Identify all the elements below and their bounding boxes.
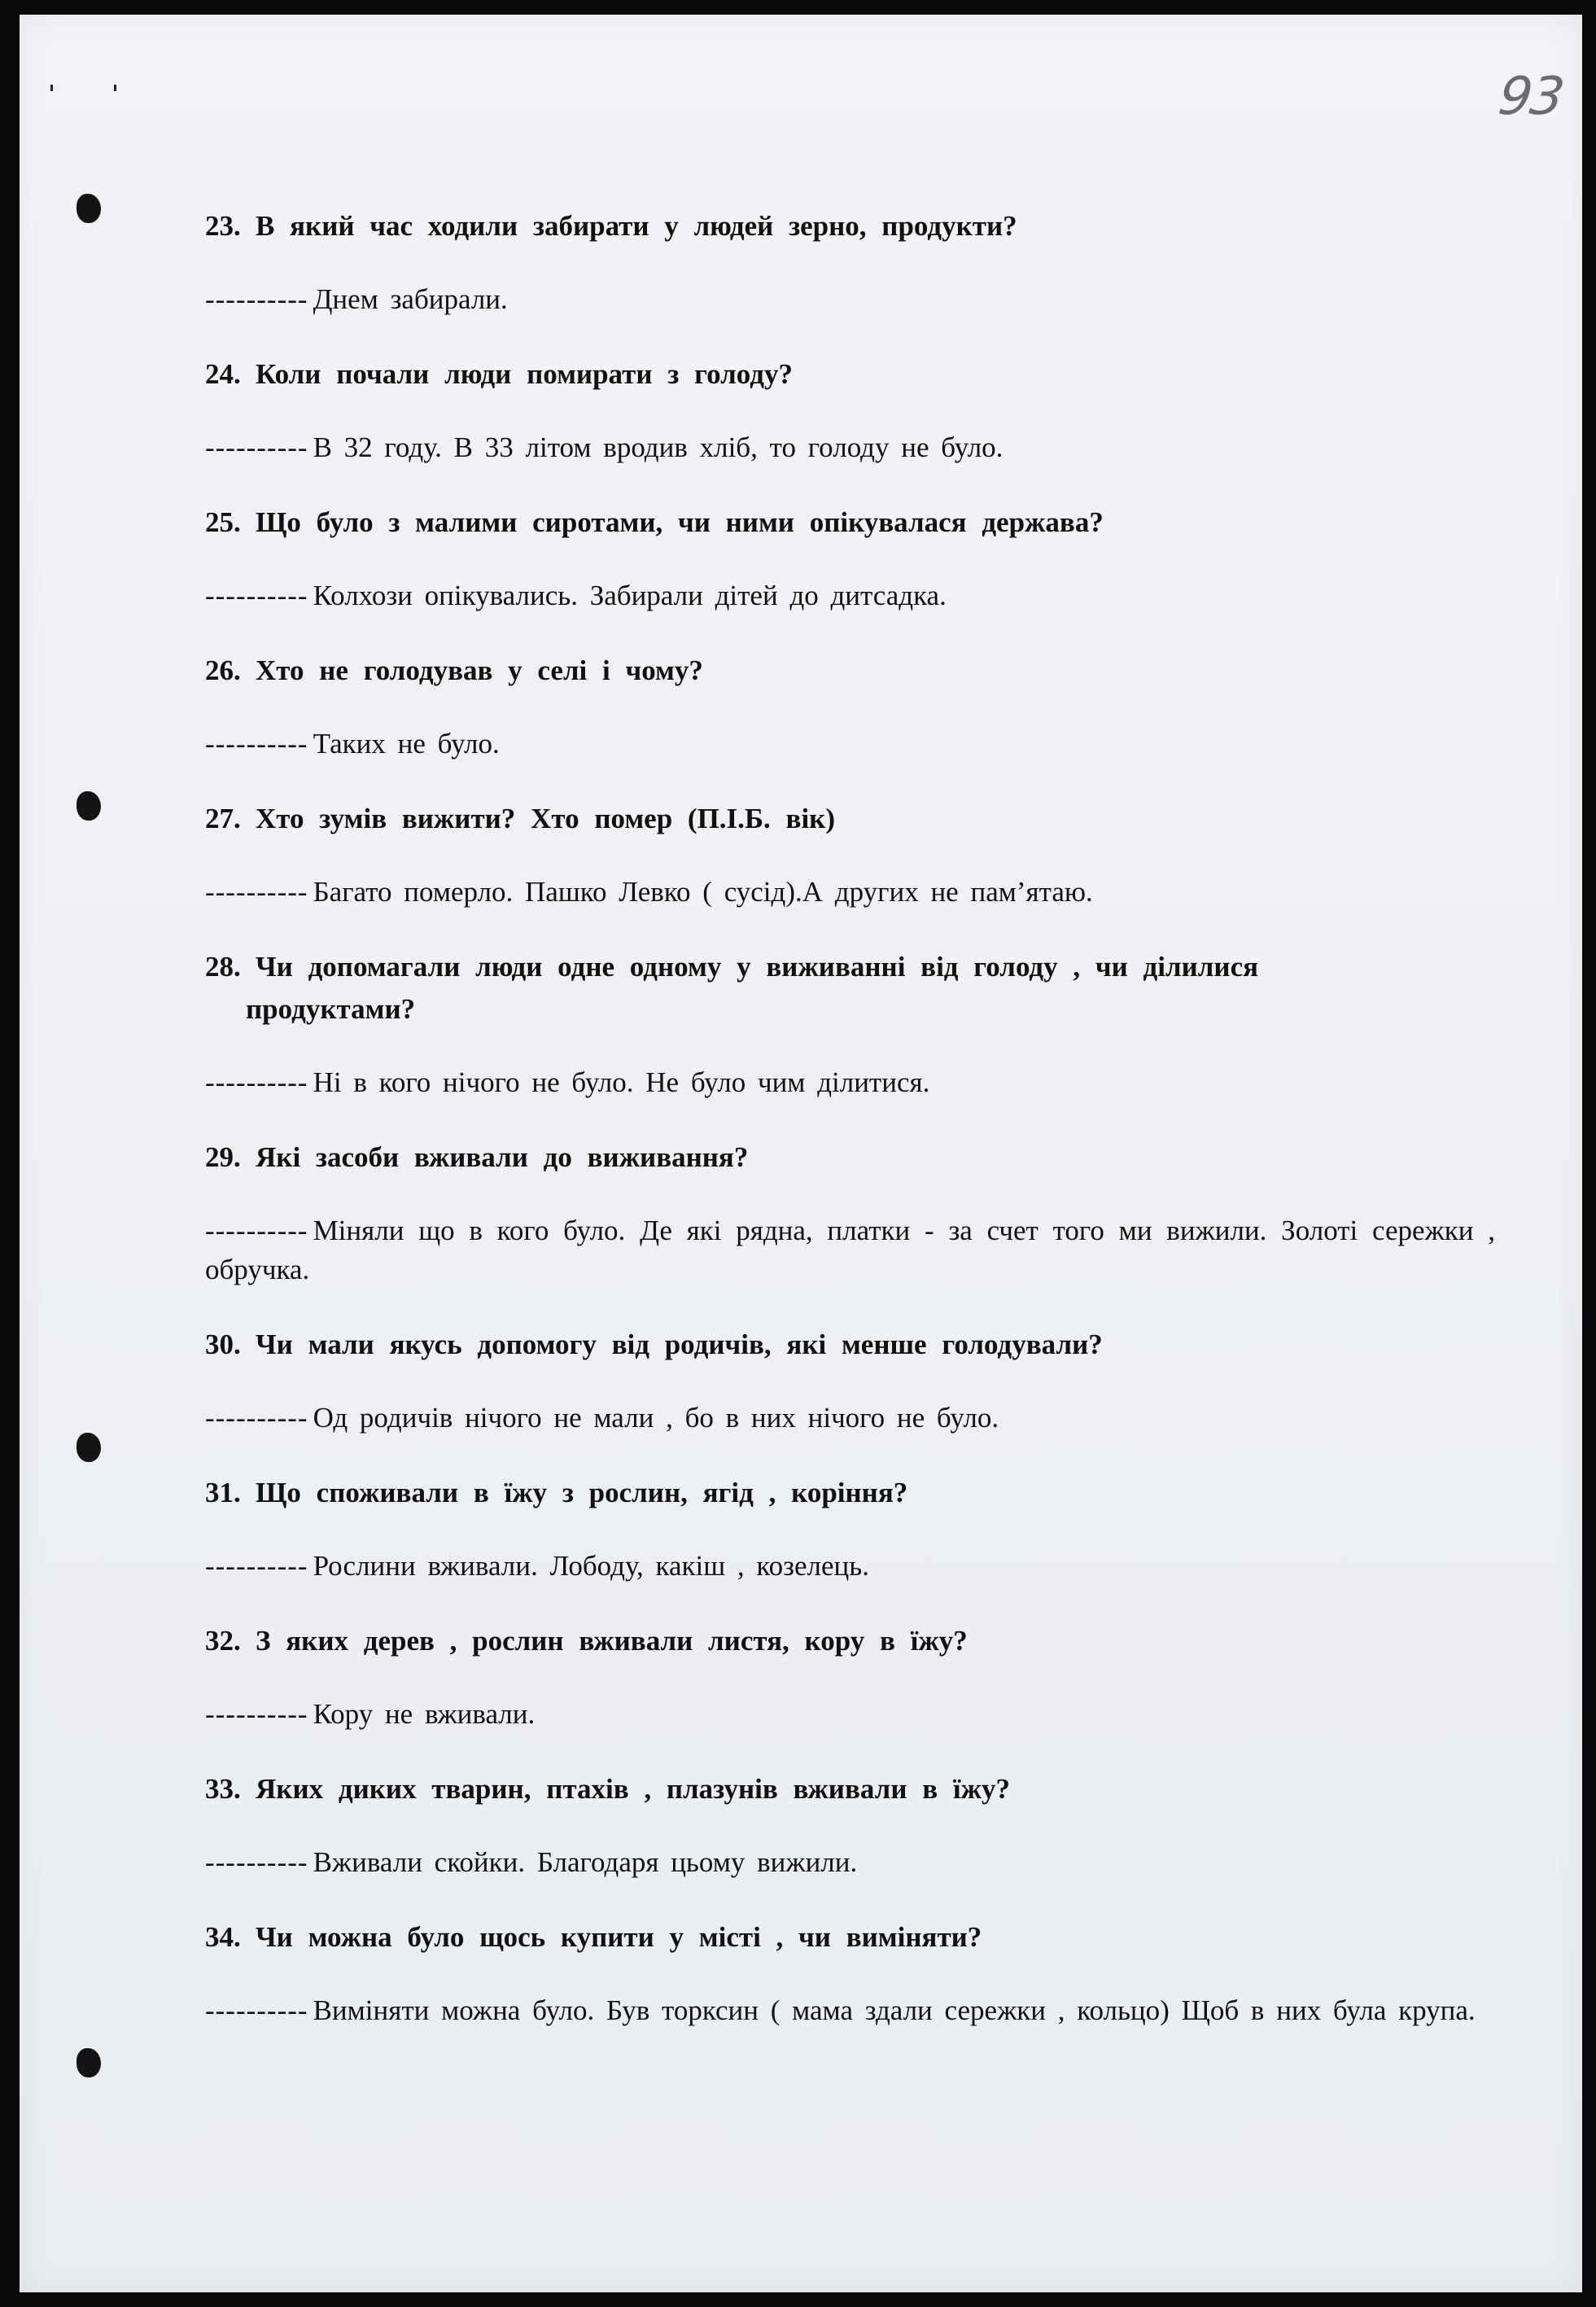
questionnaire-body (205, 205, 1495, 2030)
question: 24. Коли почали люди помирати з голоду? (205, 358, 793, 390)
qa-item (205, 1916, 1495, 2030)
punch-hole (77, 2048, 101, 2077)
question: 32. З яких дерев , рослин вживали листя, кору в їжу? (205, 1625, 968, 1657)
answer: ---------- Од родичів нічого не мали , бо в них нічого не було. (205, 1402, 999, 1434)
punch-hole (77, 194, 101, 223)
qa-item (205, 205, 1495, 319)
qa-item (205, 1136, 1495, 1289)
answer: ---------- В 32 году. В 33 літом вродив хліб, то голоду не було. (205, 431, 1004, 463)
qa-item (205, 946, 1495, 1102)
qa-item (205, 1472, 1495, 1586)
answer: ---------- Вживали скойки. Благодаря цьому вижили. (205, 1846, 858, 1878)
qa-item (205, 1768, 1495, 1882)
question: 34. Чи можна було щось купити у місті , чи виміняти? (205, 1921, 982, 1953)
question: 25. Що було з малими сиротами, чи ними опікувалася держава? (205, 506, 1104, 538)
scan-mark (50, 85, 53, 91)
answer: ---------- Міняли що в кого було. Де які рядна, платки - за счет того ми вижили. Золоті сережки , обручка. (205, 1215, 1495, 1285)
question: 26. Хто не голодував у селі і чому? (205, 654, 703, 686)
answer: ---------- Рослини вживали. Лободу, какіш , козелець. (205, 1550, 869, 1582)
question: 31. Що споживали в їжу з рослин, ягід , коріння? (205, 1477, 908, 1508)
answer: ---------- Кору не вживали. (205, 1698, 536, 1730)
page-number: 93 (1494, 67, 1567, 127)
question: 27. Хто зумів вижити? Хто помер (П.І.Б. вік) (205, 803, 835, 834)
qa-item (205, 353, 1495, 467)
answer: ---------- Багато померло. Пашко Левко ( сусід).А других не пам’ятаю. (205, 876, 1093, 908)
answer: ---------- Виміняти можна було. Був торксин ( мама здали сережки , кольцо) Щоб в них була крупа. (205, 1994, 1476, 2026)
punch-hole (77, 1433, 101, 1462)
qa-item (205, 1620, 1495, 1734)
qa-item (205, 501, 1495, 615)
question: 29. Які засоби вживали до виживання? (205, 1141, 749, 1173)
punch-hole (77, 791, 101, 821)
question: 30. Чи мали якусь допомогу від родичів, які менше голодували? (205, 1329, 1103, 1360)
question: 33. Яких диких тварин, птахів , плазунів вживали в їжу? (205, 1773, 1010, 1805)
scan-mark (114, 85, 116, 91)
answer: ---------- Ні в кого нічого не було. Не було чим ділитися. (205, 1066, 930, 1098)
answer: ---------- Таких не було. (205, 728, 500, 760)
qa-item (205, 798, 1495, 912)
qa-item (205, 1324, 1495, 1438)
question: 23. В який час ходили забирати у людей зерно, продукти? (205, 210, 1017, 242)
qa-item (205, 650, 1495, 764)
answer: ---------- Колхози опікувались. Забирали дітей до дитсадка. (205, 580, 947, 611)
question: 28. Чи допомагали люди одне одному у виживанні від голоду , чи ділилися продуктами? (205, 951, 1259, 1025)
answer: ---------- Днем забирали. (205, 283, 508, 315)
